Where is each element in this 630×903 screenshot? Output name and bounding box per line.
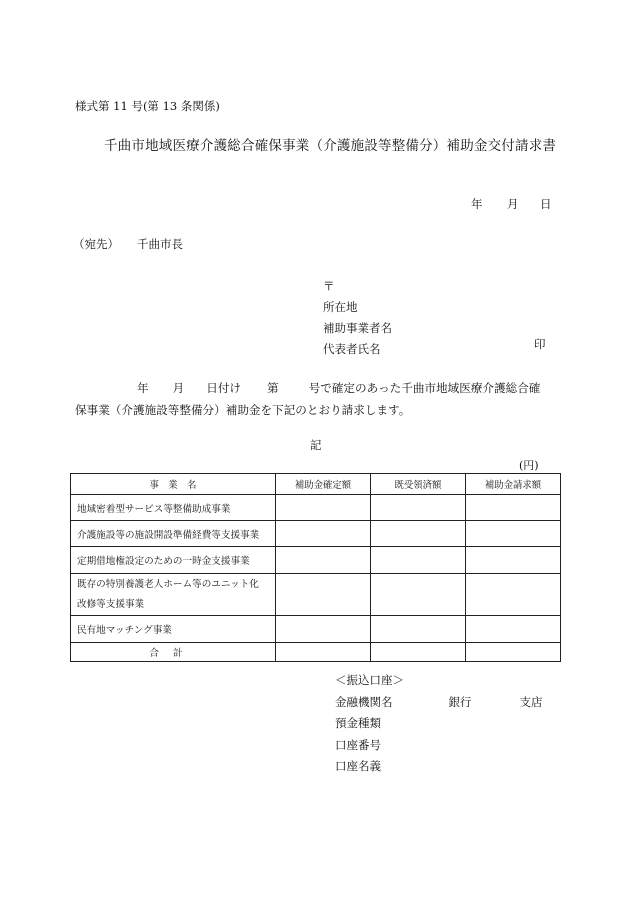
total-confirmed-cell[interactable] bbox=[276, 643, 371, 662]
total-label: 合計 bbox=[71, 643, 276, 662]
header-received-amount: 既受領済額 bbox=[371, 474, 466, 495]
confirmed-amount-cell[interactable] bbox=[276, 616, 371, 643]
table-row bbox=[71, 616, 561, 643]
account-heading: ＜振込口座＞ bbox=[335, 673, 404, 687]
request-amount-cell[interactable] bbox=[466, 521, 561, 547]
deposit-type-label: 預金種類 bbox=[335, 716, 381, 730]
addressee bbox=[73, 236, 183, 252]
date-month: 月 bbox=[507, 197, 519, 211]
table-header-row bbox=[71, 474, 561, 495]
row-project-name: 民有地マッチング事業 bbox=[71, 616, 276, 643]
account-number-label: 口座番号 bbox=[335, 737, 381, 752]
request-amount-cell[interactable] bbox=[466, 574, 561, 616]
received-amount-cell[interactable] bbox=[371, 521, 466, 547]
table-row bbox=[71, 495, 561, 521]
body-line1-rest: 号で確定のあった千曲市地域医療介護総合確 bbox=[308, 381, 541, 395]
seal-mark: 印 bbox=[534, 337, 546, 351]
bank-suffix: 銀行 bbox=[448, 694, 472, 709]
ki-heading: 記 bbox=[310, 438, 322, 452]
institution-line bbox=[335, 692, 543, 714]
statement-line-2: 保事業（介護施設等整備分）補助金を下記のとおり請求します。 bbox=[75, 403, 411, 417]
request-amount-cell[interactable] bbox=[466, 616, 561, 643]
request-amount-cell[interactable] bbox=[466, 547, 561, 574]
received-amount-cell[interactable] bbox=[371, 547, 466, 574]
form-number: 様式第 11 号(第 13 条関係) bbox=[75, 99, 220, 113]
bank-account-block bbox=[335, 670, 543, 778]
row-project-name bbox=[71, 574, 276, 616]
date-year: 年 bbox=[471, 197, 483, 211]
confirmed-amount-cell[interactable] bbox=[276, 574, 371, 616]
body-month: 月 bbox=[172, 381, 185, 395]
header-confirmed-amount: 補助金確定額 bbox=[276, 474, 371, 495]
confirmed-amount-cell[interactable] bbox=[276, 547, 371, 574]
body-year: 年 bbox=[137, 381, 149, 395]
postal-mark: 〒 bbox=[323, 279, 335, 293]
addressee-prefix: （宛先） bbox=[73, 237, 119, 251]
institution-label: 金融機関名 bbox=[335, 694, 393, 709]
document-title: 千曲市地域医療介護総合確保事業（介護施設等整備分）補助金交付請求書 bbox=[104, 138, 557, 154]
total-request-cell[interactable] bbox=[466, 643, 561, 662]
header-request-amount: 補助金請求額 bbox=[466, 474, 561, 495]
addressee-name: 千曲市長 bbox=[137, 237, 183, 251]
header-project-name: 事 業 名 bbox=[71, 474, 276, 495]
unit-label: (円) bbox=[519, 459, 539, 472]
row-project-name: 定期借地権設定のための一時金支援事業 bbox=[71, 547, 276, 574]
table-row bbox=[71, 547, 561, 574]
subsidy-table bbox=[70, 473, 561, 662]
received-amount-cell[interactable] bbox=[371, 574, 466, 616]
request-amount-cell[interactable] bbox=[466, 495, 561, 521]
request-statement bbox=[75, 377, 540, 421]
confirmed-amount-cell[interactable] bbox=[276, 521, 371, 547]
row-project-name-line-2: 改修等支援事業 bbox=[77, 598, 145, 610]
row-project-name: 地域密着型サービス等整備助成事業 bbox=[71, 495, 276, 521]
body-dated: 日付け bbox=[206, 381, 242, 395]
total-received-cell[interactable] bbox=[371, 643, 466, 662]
table-total-row bbox=[71, 643, 561, 662]
confirmed-amount-cell[interactable] bbox=[276, 495, 371, 521]
body-number-prefix: 第 bbox=[267, 381, 279, 395]
operator-label: 補助事業者名 bbox=[323, 321, 392, 335]
row-project-name-line-1: 既存の特別養護老人ホーム等のユニット化 bbox=[77, 578, 259, 590]
address-label: 所在地 bbox=[323, 300, 358, 314]
received-amount-cell[interactable] bbox=[371, 616, 466, 643]
row-project-name: 介護施設等の施設開設準備経費等支援事業 bbox=[71, 521, 276, 547]
received-amount-cell[interactable] bbox=[371, 495, 466, 521]
applicant-block bbox=[323, 276, 392, 360]
table-row bbox=[71, 574, 561, 616]
account-holder-label: 口座名義 bbox=[335, 759, 381, 773]
statement-line-1 bbox=[75, 377, 540, 399]
branch-suffix: 支店 bbox=[519, 694, 543, 709]
date-day: 日 bbox=[540, 197, 552, 211]
representative-label: 代表者氏名 bbox=[323, 342, 381, 356]
table-row bbox=[71, 521, 561, 547]
